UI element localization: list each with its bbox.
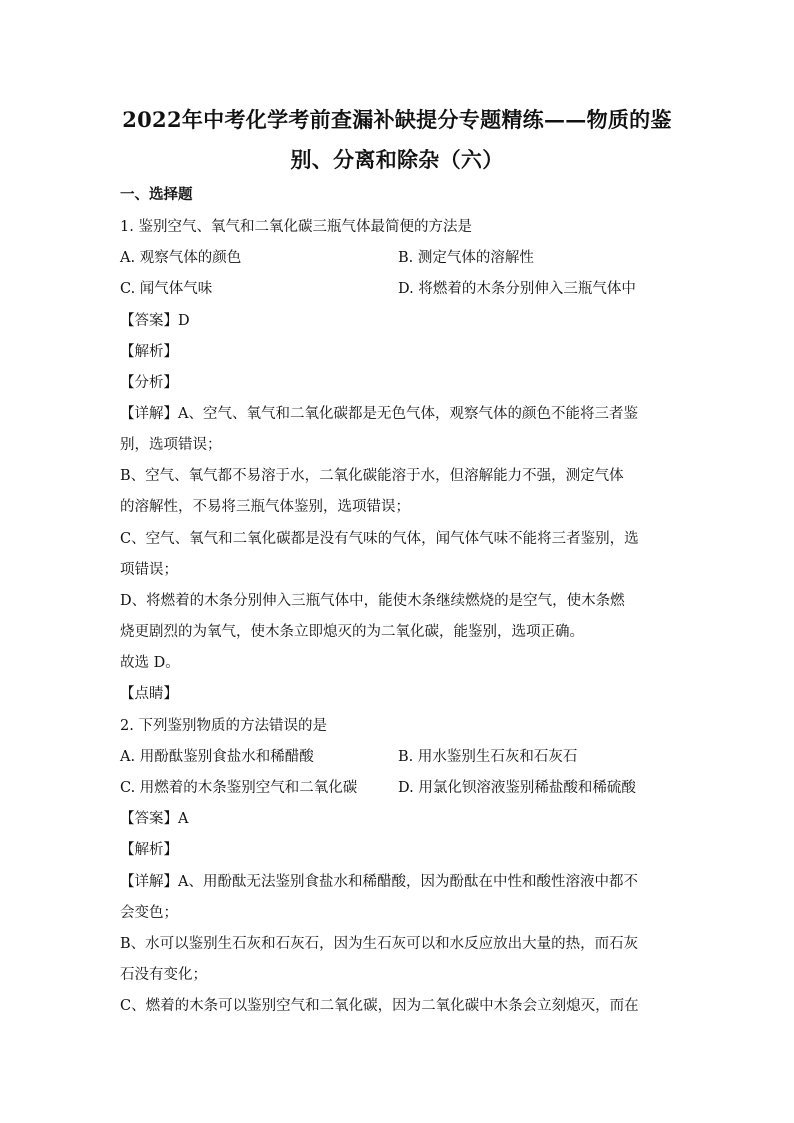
question-1-detail-line: 烧更剧烈的为氧气，使木条立即熄灭的为二氧化碳，能鉴别，选项正确。 <box>120 624 584 640</box>
section-heading: 一、选择题 <box>120 186 193 203</box>
question-1-stem: 1. 鉴别空气、氧气和二氧化碳三瓶气体最简便的方法是 <box>120 219 472 235</box>
question-2-stem: 2. 下列鉴别物质的方法错误的是 <box>120 718 327 734</box>
question-1-option-a: A. 观察气体的颜色 <box>120 250 242 266</box>
question-2-detail-line: C、燃着的木条可以鉴别空气和二氧化碳，因为二氧化碳中木条会立刻熄灭，而在 <box>120 998 639 1014</box>
question-1-detail-line: B、空气、氧气都不易溶于水，二氧化碳能溶于水，但溶解能力不强，测定气体 <box>120 468 624 484</box>
question-1-option-b: B. 测定气体的溶解性 <box>398 250 534 266</box>
question-2-option-d: D. 用氯化钡溶液鉴别稀盐酸和稀硫酸 <box>398 780 636 796</box>
question-2-detail-line: 【详解】A、用酚酞无法鉴别食盐水和稀醋酸，因为酚酞在中性和酸性溶液中都不 <box>120 874 638 890</box>
question-1-detail-line: 的溶解性，不易将三瓶气体鉴别，选项错误； <box>120 499 410 515</box>
question-1-detail-line: 别，选项错误； <box>120 437 222 453</box>
document-title-line-2: 别、分离和除杂（六） <box>290 147 504 172</box>
question-1-dianjing-label: 【点睛】 <box>120 686 178 702</box>
question-1-option-d: D. 将燃着的木条分别伸入三瓶气体中 <box>398 281 636 297</box>
question-1-detail-line: D、将燃着的木条分别伸入三瓶气体中，能使木条继续燃烧的是空气，使木条燃 <box>120 593 625 609</box>
question-2-option-b: B. 用水鉴别生石灰和石灰石 <box>398 749 578 765</box>
question-1-analysis-label: 【解析】 <box>120 344 178 360</box>
question-2-option-c: C. 用燃着的木条鉴别空气和二氧化碳 <box>120 780 358 796</box>
question-2-detail-line: 会变色； <box>120 905 178 921</box>
question-1-fenxi-label: 【分析】 <box>120 375 178 391</box>
question-1-answer: 【答案】D <box>120 313 190 329</box>
question-1-detail-line: 项错误； <box>120 562 178 578</box>
question-1-detail-line: 【详解】A、空气、氧气和二氧化碳都是无色气体，观察气体的颜色不能将三者鉴 <box>120 406 638 422</box>
question-2-detail-line: B、水可以鉴别生石灰和石灰石，因为生石灰可以和水反应放出大量的热，而石灰 <box>120 936 639 952</box>
question-2-analysis-label: 【解析】 <box>120 842 178 858</box>
question-1-detail-line: C、空气、氧气和二氧化碳都是没有气味的气体，闻气体气味不能将三者鉴别，选 <box>120 531 639 547</box>
question-1-conclusion: 故选 D。 <box>120 655 180 671</box>
question-2-option-a: A. 用酚酞鉴别食盐水和稀醋酸 <box>120 749 314 765</box>
question-2-detail-line: 石没有变化； <box>120 967 207 983</box>
question-1-option-c: C. 闻气体气味 <box>120 281 213 297</box>
question-2-answer: 【答案】A <box>120 811 189 827</box>
document-title-line-1: 2022年中考化学考前查漏补缺提分专题精练——物质的鉴 <box>122 107 672 132</box>
